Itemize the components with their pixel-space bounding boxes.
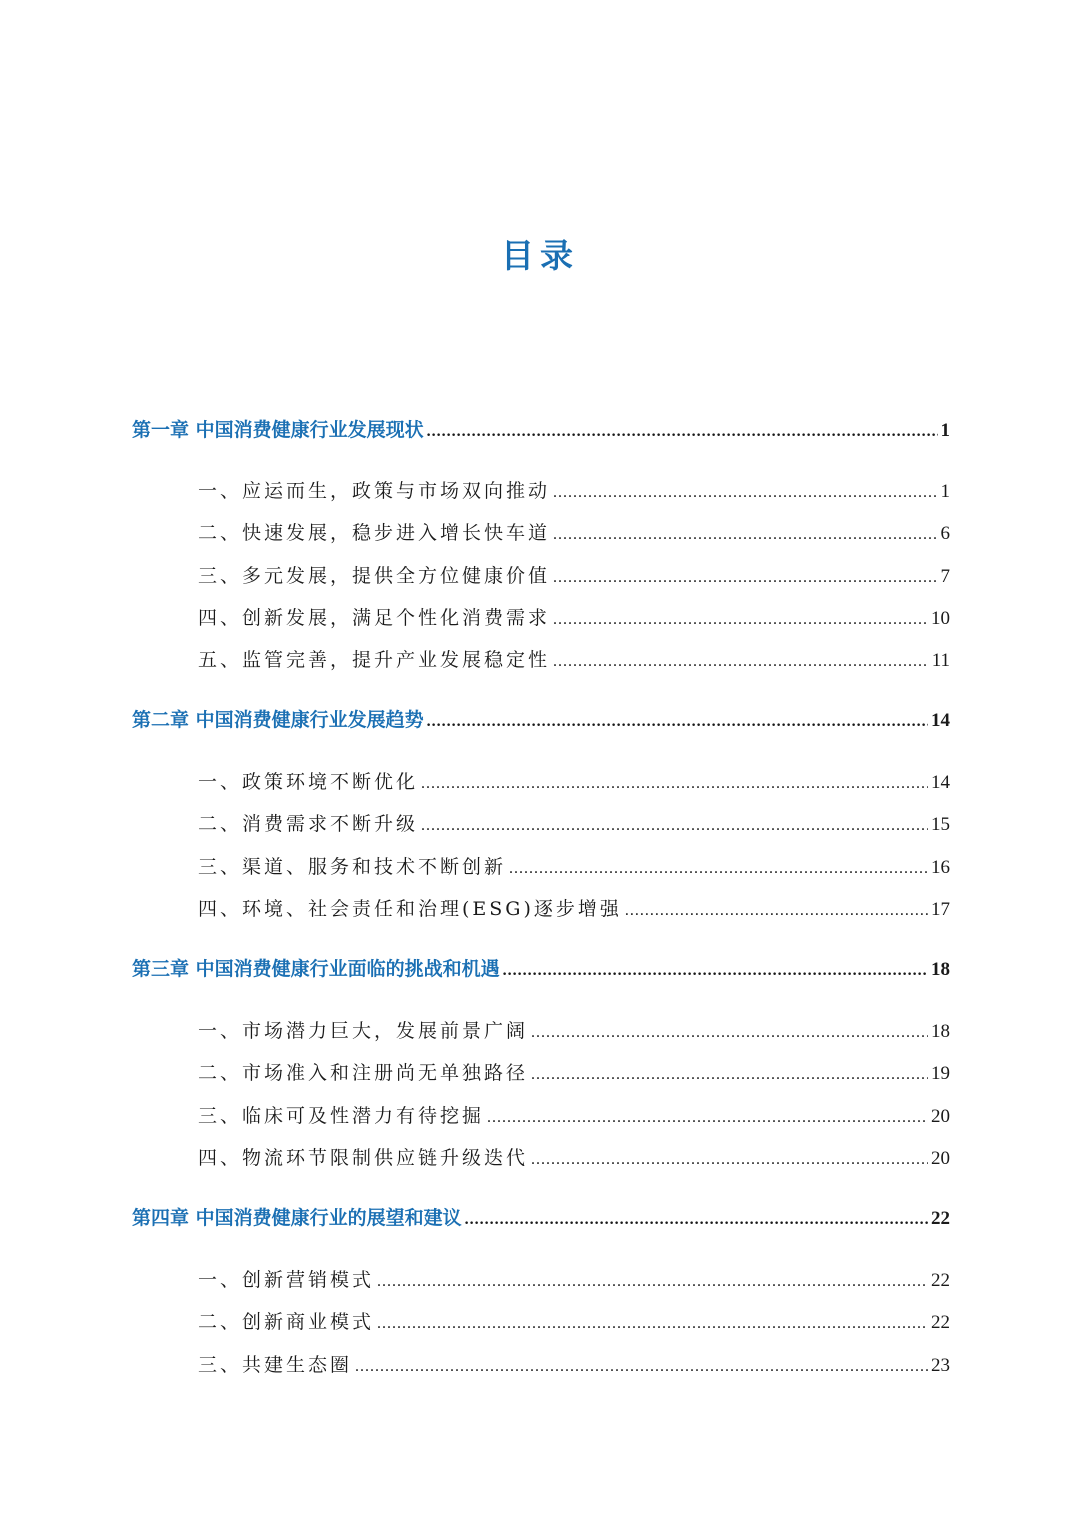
page-number: 22 — [931, 1270, 950, 1291]
section-title: 三、共建生态圈 — [198, 1354, 353, 1376]
page-number: 14 — [931, 710, 950, 731]
page-number: 15 — [931, 814, 950, 835]
dot-leader — [421, 769, 928, 799]
page-number: 6 — [940, 523, 950, 544]
dot-leader — [553, 647, 929, 677]
section-title: 二、快速发展，稳步进入增长快车道 — [198, 522, 551, 544]
dot-leader — [503, 956, 928, 986]
dot-leader — [625, 896, 928, 926]
page-number: 10 — [931, 608, 950, 629]
toc-section-3-2[interactable] — [198, 1058, 950, 1088]
page-number: 20 — [931, 1106, 950, 1127]
section-title: 二、创新商业模式 — [198, 1311, 375, 1333]
toc-section-4-1[interactable] — [198, 1265, 950, 1295]
section-title: 四、物流环节限制供应链升级迭代 — [198, 1147, 529, 1169]
toc-section-1-2[interactable] — [198, 518, 950, 548]
dot-leader — [553, 478, 937, 508]
page-number: 19 — [931, 1063, 950, 1084]
dot-leader — [509, 854, 928, 884]
page-title: 目录 — [501, 236, 579, 275]
toc-chapter-4[interactable] — [132, 1203, 950, 1233]
section-title: 四、环境、社会责任和治理(ESG)逐步增强 — [198, 898, 622, 920]
section-title: 三、渠道、服务和技术不断创新 — [198, 856, 507, 878]
page-number: 17 — [931, 899, 950, 920]
dot-leader — [553, 520, 937, 550]
chapter-title: 第三章 中国消费健康行业面临的挑战和机遇 — [132, 958, 500, 980]
toc-section-2-1[interactable] — [198, 767, 950, 797]
toc-section-3-3[interactable] — [198, 1101, 950, 1131]
section-title: 二、市场准入和注册尚无单独路径 — [198, 1062, 529, 1084]
section-title: 一、应运而生，政策与市场双向推动 — [198, 480, 551, 502]
section-title: 一、政策环境不断优化 — [198, 771, 419, 793]
chapter-title: 第二章 中国消费健康行业发展趋势 — [132, 709, 424, 731]
toc-chapter-1[interactable] — [132, 415, 950, 445]
dot-leader — [377, 1309, 928, 1339]
chapter-title: 第一章 中国消费健康行业发展现状 — [132, 419, 424, 441]
dot-leader — [427, 707, 928, 737]
page-number: 14 — [931, 772, 950, 793]
toc-section-3-4[interactable] — [198, 1143, 950, 1173]
page-number: 7 — [940, 566, 950, 587]
page-number: 22 — [931, 1312, 950, 1333]
page-number: 16 — [931, 857, 950, 878]
dot-leader — [531, 1018, 928, 1048]
toc-chapter-3[interactable] — [132, 954, 950, 984]
dot-leader — [427, 417, 938, 447]
toc-section-1-5[interactable] — [198, 645, 950, 675]
dot-leader — [487, 1103, 928, 1133]
section-title: 一、创新营销模式 — [198, 1269, 375, 1291]
dot-leader — [377, 1267, 928, 1297]
toc-section-3-1[interactable] — [198, 1016, 950, 1046]
page-number: 1 — [940, 420, 950, 441]
page-number: 11 — [931, 650, 950, 671]
page-number: 18 — [931, 1021, 950, 1042]
dot-leader — [531, 1060, 928, 1090]
toc-chapter-2[interactable] — [132, 705, 950, 735]
page-number: 1 — [940, 481, 950, 502]
page-number: 20 — [931, 1148, 950, 1169]
section-title: 四、创新发展，满足个性化消费需求 — [198, 607, 551, 629]
toc-section-4-3[interactable] — [198, 1350, 950, 1380]
section-title: 三、多元发展，提供全方位健康价值 — [198, 565, 551, 587]
dot-leader — [553, 563, 937, 593]
toc-section-1-4[interactable] — [198, 603, 950, 633]
toc-section-2-4[interactable] — [198, 894, 950, 924]
page-number: 18 — [931, 959, 950, 980]
toc-section-1-1[interactable] — [198, 476, 950, 506]
page-number: 23 — [931, 1355, 950, 1376]
dot-leader — [355, 1352, 928, 1382]
toc-section-2-3[interactable] — [198, 852, 950, 882]
dot-leader — [531, 1145, 928, 1175]
dot-leader — [465, 1205, 928, 1235]
section-title: 五、监管完善，提升产业发展稳定性 — [198, 649, 551, 671]
dot-leader — [421, 811, 928, 841]
section-title: 三、临床可及性潜力有待挖掘 — [198, 1105, 485, 1127]
chapter-title: 第四章 中国消费健康行业的展望和建议 — [132, 1207, 462, 1229]
toc-section-1-3[interactable] — [198, 561, 950, 591]
toc-section-2-2[interactable] — [198, 809, 950, 839]
section-title: 一、市场潜力巨大，发展前景广阔 — [198, 1020, 529, 1042]
section-title: 二、消费需求不断升级 — [198, 813, 419, 835]
page-number: 22 — [931, 1208, 950, 1229]
dot-leader — [553, 605, 928, 635]
toc-section-4-2[interactable] — [198, 1307, 950, 1337]
